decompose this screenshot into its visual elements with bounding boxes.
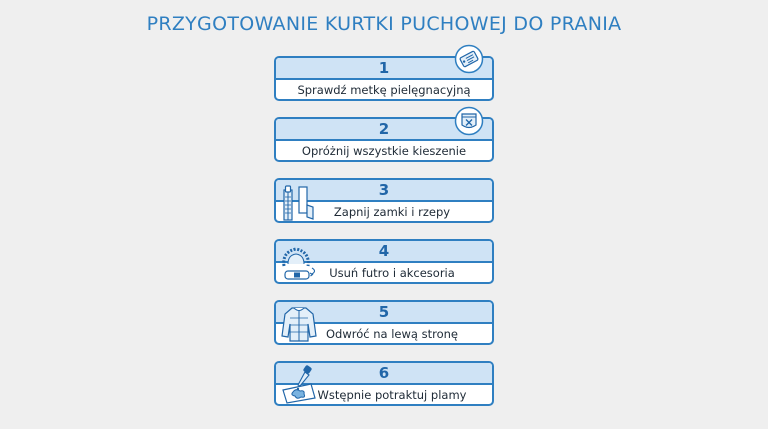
arrow-down-icon bbox=[381, 99, 391, 101]
step-label: Wstępnie potraktuj plamy bbox=[317, 388, 467, 402]
stain-dropper-icon bbox=[280, 364, 318, 404]
fur-hood-icon bbox=[279, 244, 321, 284]
empty-pocket-icon bbox=[454, 106, 484, 136]
arrow-down-icon bbox=[381, 343, 391, 345]
step-label: Opróżnij wszystkie kieszenie bbox=[301, 144, 467, 158]
step-number: 2 bbox=[276, 119, 492, 141]
diagram-title: PRZYGOTOWANIE KURTKI PUCHOWEJ DO PRANIA bbox=[146, 13, 622, 35]
step-number: 4 bbox=[276, 241, 492, 263]
arrow-down-icon bbox=[381, 160, 391, 162]
step-number: 5 bbox=[276, 302, 492, 324]
step-label: Odwróć na lewą stronę bbox=[326, 327, 458, 341]
care-label-tag-icon bbox=[454, 44, 484, 74]
jacket-inside-out-icon bbox=[279, 304, 319, 344]
zipper-icon bbox=[280, 185, 316, 223]
step-number: 1 bbox=[276, 58, 492, 80]
step-number: 6 bbox=[276, 363, 492, 385]
step-number: 3 bbox=[276, 180, 492, 202]
step-label: Zapnij zamki i rzepy bbox=[333, 205, 451, 219]
arrow-down-icon bbox=[381, 221, 391, 223]
step-label: Usuń futro i akcesoria bbox=[329, 266, 455, 280]
step-label: Sprawdź metkę pielęgnacyjną bbox=[297, 83, 471, 97]
arrow-down-icon bbox=[381, 282, 391, 284]
